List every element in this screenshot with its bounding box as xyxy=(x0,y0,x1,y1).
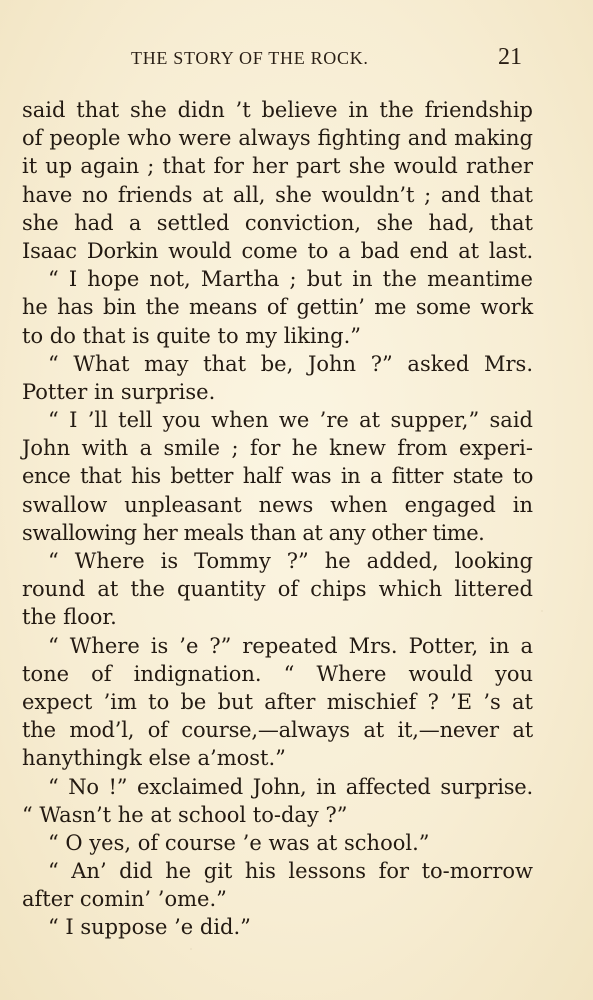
text-line: “ Wasn’t he at school to-day ?” xyxy=(22,802,348,827)
text-line: “ I ’ll tell you when we ’re at supper,” said xyxy=(48,408,533,433)
text-line: “ An’ did he git his lessons for to-morrow xyxy=(48,859,533,884)
text-line: she had a settled conviction, she had, that xyxy=(22,210,533,235)
text-line: it up again ; that for her part she would rather xyxy=(22,154,533,179)
text-line: swallow unpleasant news when engaged in xyxy=(22,492,533,517)
text-line: hanythingk else a’most.” xyxy=(22,746,286,771)
text-line: have no friends at all, she wouldn’t ; and that xyxy=(22,182,533,207)
text-line: of people who were always fighting and making xyxy=(22,126,533,151)
running-head xyxy=(0,46,593,76)
text-line: tone of indignation. “ Where would you xyxy=(22,661,533,686)
text-line: the mod’l, of course,—always at it,—never at xyxy=(22,718,533,743)
text-line: Isaac Dorkin would come to a bad end at last. xyxy=(22,238,533,263)
body-text xyxy=(22,96,533,942)
text-line: ence that his better half was in a fitter state to xyxy=(22,464,533,489)
text-line: said that she didn ’t believe in the friendship xyxy=(22,98,533,122)
text-line: “ I suppose ’e did.” xyxy=(48,915,251,940)
text-line: the floor. xyxy=(22,605,117,630)
text-line: round at the quantity of chips which littered xyxy=(22,577,533,602)
text-line: John with a smile ; for he knew from experi- xyxy=(22,436,533,461)
text-line: “ I hope not, Martha ; but in the meantime xyxy=(48,267,533,292)
text-line: “ No !” exclaimed John, in affected surprise. xyxy=(48,774,533,799)
text-line: “ Where is Tommy ?” he added, looking xyxy=(48,549,533,573)
text-line: to do that is quite to my liking.” xyxy=(22,323,361,348)
page-number: 21 xyxy=(498,44,522,70)
paper-speck xyxy=(541,610,543,612)
text-line: “ Where is ’e ?” repeated Mrs. Potter, in a xyxy=(48,633,533,658)
text-line: Potter in surprise. xyxy=(22,379,216,404)
text-line: expect ’im to be but after mischief ? ’E ’s at xyxy=(22,689,533,714)
text-line: after comin’ ’ome.” xyxy=(22,887,227,912)
text-line: he has bin the means of gettin’ me some work xyxy=(22,295,533,320)
text-line: “ O yes, of course ’e was at school.” xyxy=(48,830,430,855)
text-line: “ What may that be, John ?” asked Mrs. xyxy=(48,351,533,376)
paper-speck xyxy=(190,948,192,950)
text-line: swallowing her meals than at any other time. xyxy=(22,520,485,545)
running-title: THE STORY OF THE ROCK. xyxy=(131,48,369,68)
